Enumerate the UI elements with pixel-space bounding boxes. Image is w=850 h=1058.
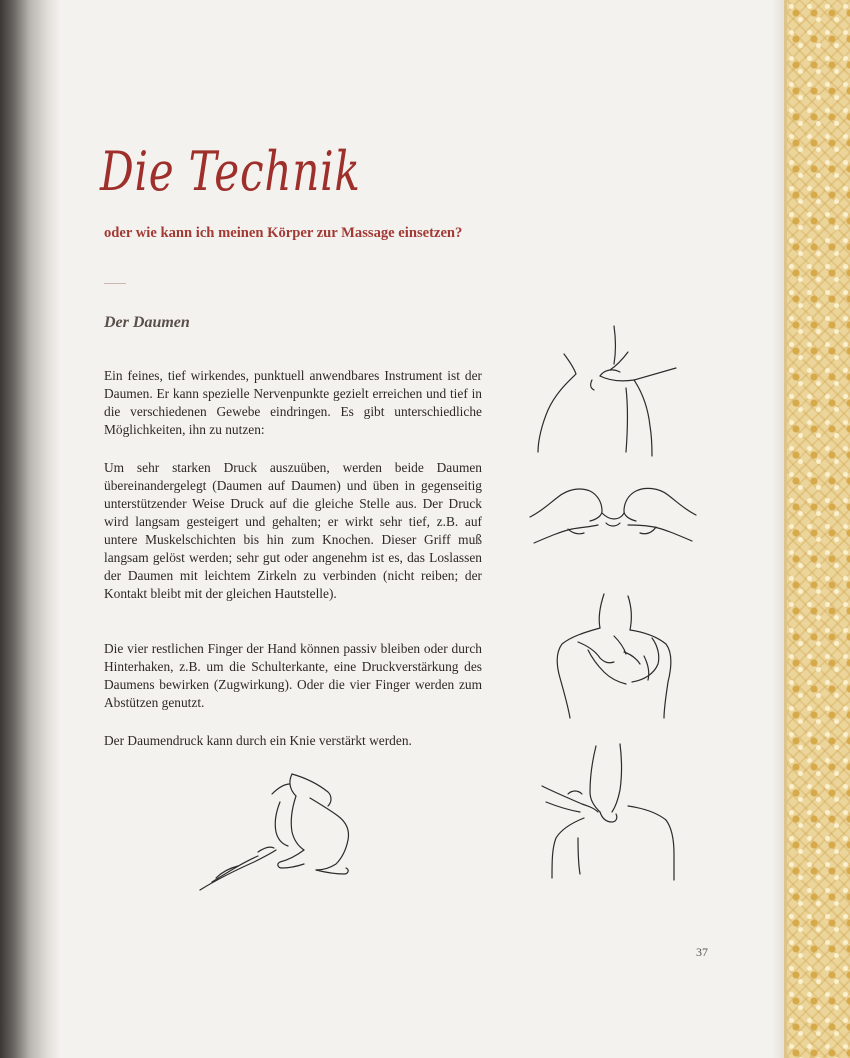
two-thumbs-press-illustration xyxy=(528,483,698,553)
paragraph-knee: Der Daumendruck kann durch ein Knie verstärkt werden. xyxy=(104,733,412,748)
kneeling-knee-press-illustration xyxy=(196,764,386,894)
book-gutter xyxy=(0,0,60,1058)
shoulder-hands-hook-illustration xyxy=(548,592,698,722)
paragraph-double-thumb: Um sehr starken Druck auszuüben, werden beide Daumen übereinandergelegt (Daumen auf Daumen) und üben in gegenseitig unterstützender Weise Druck auf die gleiche Stelle aus. Der Druck wird langsam gesteigert und gehalten; er wirkt sehr tief, z.B. auf untere Muskelschichten bis hin zum Knochen. Dieser Griff muß langsam gelöst werden; sehr gut oder angenehm ist es, das Loslassen der Daumen mit leichtem Zirkeln zu verbinden (nicht reiben; der Kontakt bleibt mit der gleichen Hautstelle). xyxy=(104,460,482,601)
page-subtitle: oder wie kann ich meinen Körper zur Massage einsetzen? xyxy=(104,225,463,241)
divider xyxy=(104,283,126,284)
shoulder-thumb-press-illustration xyxy=(530,322,690,457)
paragraph-fingers: Die vier restlichen Finger der Hand können passiv bleiben oder durch Hinterhaken, z.B. um die Schulterkante, eine Druckverstärkung des Daumens bewirken (Zugwirkung). Oder die vier Finger werden zum Abstützen genutzt. xyxy=(104,641,482,710)
decorative-border xyxy=(784,0,850,1058)
page-number: 37 xyxy=(696,945,708,959)
page-title: Die Technik xyxy=(100,140,361,203)
back-thumb-press-illustration xyxy=(538,742,688,882)
paragraph-intro: Ein feines, tief wirkendes, punktuell anwendbares Instrument ist der Daumen. Er kann spezielle Nervenpunkte gezielt erreichen und tief in die verschiedenen Gewebe eindringen. Es gibt unterschiedliche Möglichkeiten, ihn zu nutzen: xyxy=(104,368,482,437)
page-edge-shadow xyxy=(772,0,784,1058)
section-heading: Der Daumen xyxy=(104,314,190,331)
